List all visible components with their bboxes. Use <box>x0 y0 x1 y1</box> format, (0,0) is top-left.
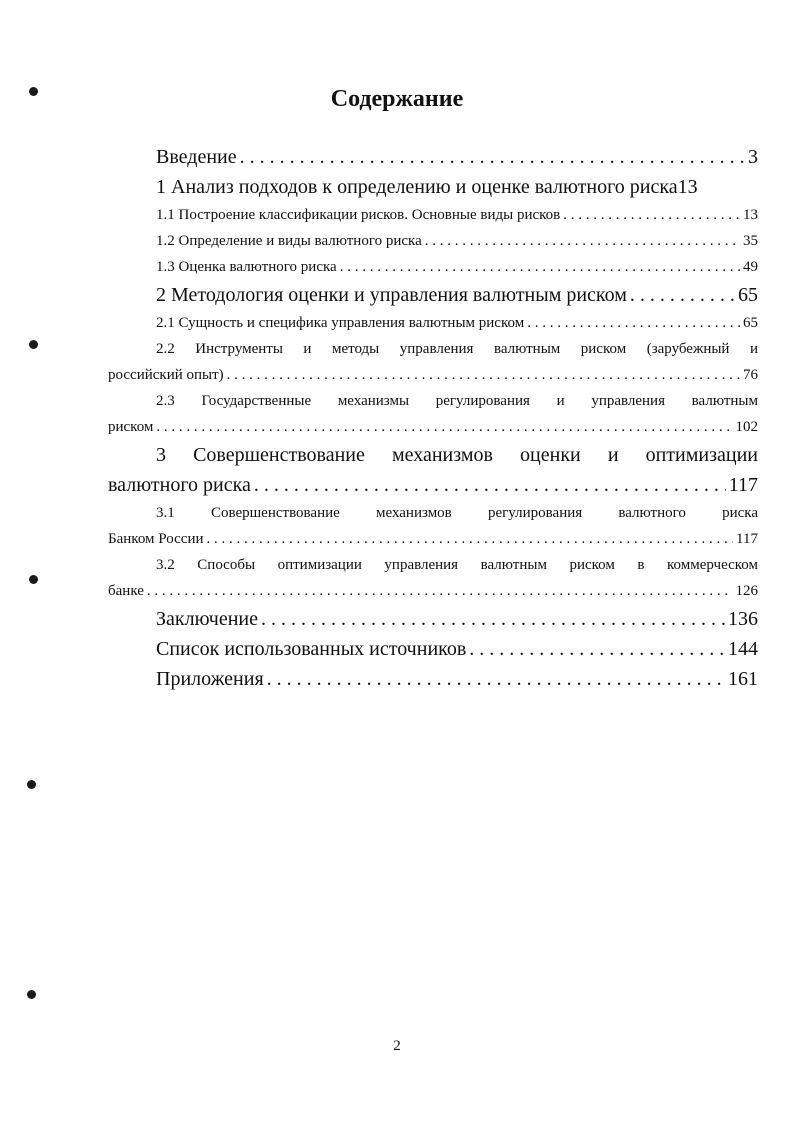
toc-page-number: 102 <box>735 419 758 435</box>
punch-hole-mark <box>29 340 38 349</box>
toc-page-number: 35 <box>743 233 758 249</box>
toc-entry-label-line1: 2.3 Государственные механизмы регулирования и управления валютным <box>156 393 758 409</box>
toc-entry-section-1-3[interactable] <box>108 254 758 280</box>
toc-entry-label-line2: банке <box>108 583 144 599</box>
toc-entry-label: Приложения <box>156 668 264 690</box>
toc-leader-dots <box>267 664 725 694</box>
toc-leader-dots <box>156 414 732 440</box>
toc-entry-label-line1: 3.1 Совершенствование механизмов регулирования валютного риска <box>156 505 758 521</box>
toc-leader-dots <box>254 470 726 500</box>
toc-entry-label: 1.2 Определение и виды валютного риска <box>156 233 422 249</box>
toc-leader-dots <box>630 280 735 310</box>
punch-hole-mark <box>27 780 36 789</box>
toc-entry-label: 1 Анализ подходов к определению и оценке валютного риска <box>156 176 678 198</box>
toc-entry-label-line2: российский опыт) <box>108 367 224 383</box>
toc-leader-dots <box>563 202 740 228</box>
toc-entry-section-2-1[interactable] <box>108 310 758 336</box>
toc-entry-label: 1.1 Построение классификации рисков. Основные виды рисков <box>156 207 561 223</box>
toc-entry-label: 2.1 Сущность и специфика управления валютным риском <box>156 315 525 331</box>
toc-entry-section-1-1[interactable] <box>108 202 758 228</box>
toc-page-number: 13 <box>677 176 698 198</box>
toc-page-number: 65 <box>743 315 758 331</box>
page-title: Содержание <box>330 86 464 112</box>
toc-entry-label-line1: 2.2 Инструменты и методы управления валютным риском (зарубежный и <box>156 341 758 357</box>
toc-page-number: 144 <box>728 638 758 660</box>
toc-entry-label-line1: 3 Совершенствование механизмов оценки и оптимизации <box>156 444 758 466</box>
toc-entry-label-line1: 3.2 Способы оптимизации управления валютным риском в коммерческом <box>156 557 758 573</box>
toc-page-number: 136 <box>728 608 758 630</box>
toc-entry-label-line2: валютного риска <box>108 474 251 496</box>
toc-leader-dots <box>469 634 725 664</box>
toc-entry-label: 1.3 Оценка валютного риска <box>156 259 337 275</box>
toc-leader-dots <box>240 142 745 172</box>
toc-entry-intro[interactable] <box>108 142 758 172</box>
toc-page-number: 65 <box>738 284 758 306</box>
toc-leader-dots <box>340 254 740 280</box>
toc-page-number: 49 <box>743 259 758 275</box>
toc-entry-label-line2: Банком России <box>108 531 204 547</box>
toc-entry-sources[interactable] <box>108 634 758 664</box>
toc-leader-dots <box>207 526 734 552</box>
toc-entry-section-2-2[interactable] <box>108 336 758 388</box>
toc-page-number: 161 <box>728 668 758 690</box>
toc-entry-section-2-3[interactable] <box>108 388 758 440</box>
toc-entry-label: 2 Методология оценки и управления валютным риском <box>156 284 627 306</box>
toc-leader-dots <box>227 362 740 388</box>
table-of-contents <box>108 142 758 694</box>
toc-page-number: 13 <box>743 207 758 223</box>
toc-page-number: 117 <box>728 474 758 496</box>
toc-entry-label-line2: риском <box>108 419 154 435</box>
page-number: 2 <box>393 1038 401 1054</box>
toc-leader-dots <box>527 310 740 336</box>
toc-entry-label: Список использованных источников <box>156 638 467 660</box>
toc-page-number: 3 <box>748 146 758 168</box>
toc-entry-section-3-2[interactable] <box>108 552 758 604</box>
toc-page-number: 126 <box>735 583 758 599</box>
toc-entry-label: Заключение <box>156 608 258 630</box>
toc-page-number: 76 <box>743 367 758 383</box>
punch-hole-mark <box>27 990 36 999</box>
toc-leader-dots <box>425 228 740 254</box>
toc-entry-section-3-1[interactable] <box>108 500 758 552</box>
toc-page-number: 117 <box>736 531 758 547</box>
toc-leader-dots <box>147 578 733 604</box>
toc-entry-conclusion[interactable] <box>108 604 758 634</box>
toc-entry-chapter-1[interactable] <box>108 172 758 202</box>
punch-hole-mark <box>29 575 38 584</box>
toc-entry-label: Введение <box>156 146 237 168</box>
toc-entry-section-1-2[interactable] <box>108 228 758 254</box>
toc-entry-appendix[interactable] <box>108 664 758 694</box>
toc-entry-chapter-2[interactable] <box>108 280 758 310</box>
toc-leader-dots <box>261 604 725 634</box>
toc-entry-chapter-3[interactable] <box>108 440 758 500</box>
